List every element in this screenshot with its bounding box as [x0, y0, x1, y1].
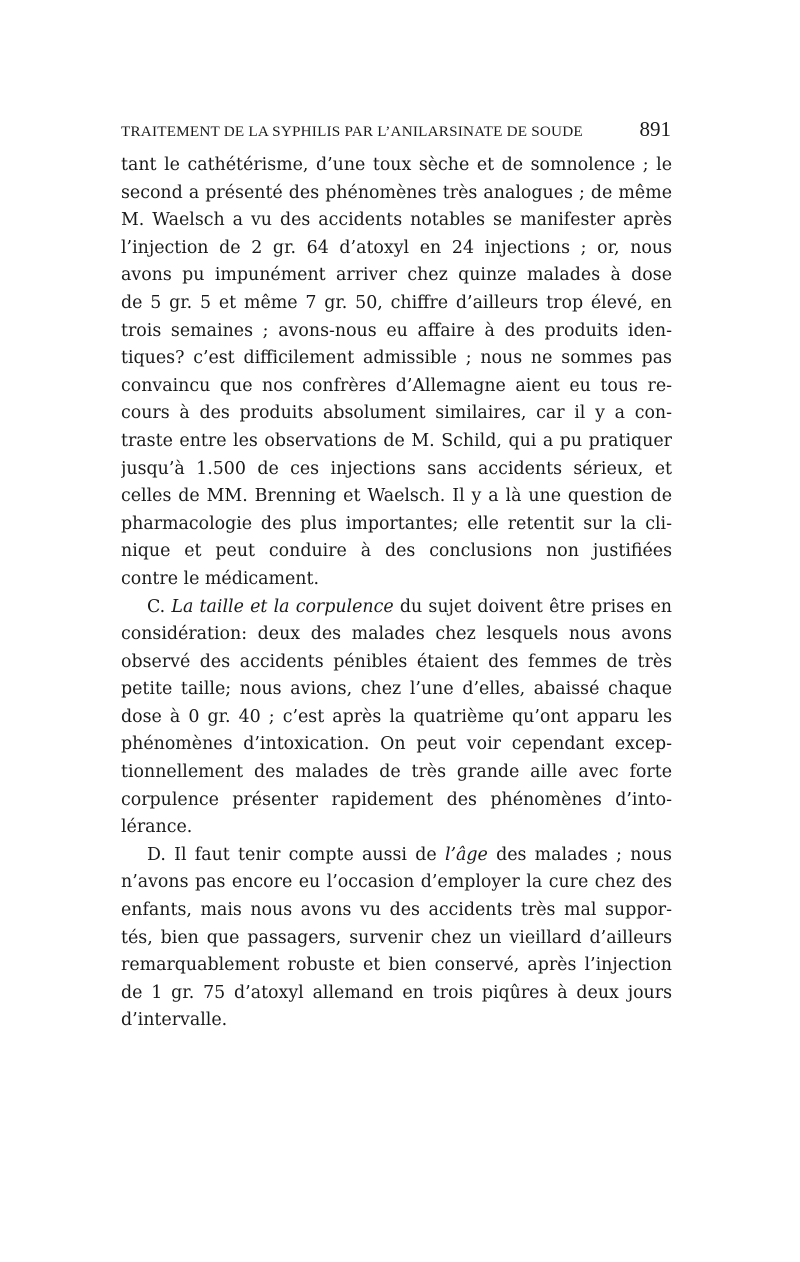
paragraph-c-first-line — [121, 594, 672, 622]
text-line: observé des accidents pénibles étaient des femmes de très — [121, 651, 672, 672]
text-line: tés, bien que passagers, survenir chez un vieillard d’ailleurs — [121, 927, 672, 948]
text-line: M. Waelsch a vu des accidents notables se manifester après — [121, 210, 672, 231]
text-line: convaincu que nos confrères d’Allemagne aient eu tous re- — [121, 375, 672, 396]
paragraph-d-italic-term: l’âge — [444, 844, 488, 865]
paragraph-d-first-rest: des malades ; nous — [487, 844, 672, 865]
text-line: d’intervalle. — [121, 1010, 228, 1031]
text-line: l’injection de 2 gr. 64 d’atoxyl en 24 injections ; or, nous — [121, 237, 672, 258]
paragraph-c-first-rest: du sujet doivent être prises en — [393, 596, 672, 617]
text-line: tiques? c’est difficilement admissible ; nous ne sommes pas — [121, 348, 672, 369]
text-line: phénomènes d’intoxication. On peut voir cependant excep- — [121, 734, 672, 755]
text-line: tionnellement des malades de très grande aille avec forte — [121, 762, 672, 783]
page-number: 891 — [639, 117, 671, 141]
text-line: de 1 gr. 75 d’atoxyl allemand en trois piqûres à deux jours — [121, 982, 672, 1003]
text-line: dose à 0 gr. 40 ; c’est après la quatrième qu’ont apparu les — [121, 706, 672, 727]
paragraph-d-first-line — [121, 842, 672, 870]
text-line: contre le médicament. — [121, 568, 319, 589]
text-line: enfants, mais nous avons vu des accidents très mal suppor- — [121, 900, 672, 921]
text-line: nique et peut conduire à des conclusions non justifiées — [121, 541, 672, 562]
text-line: second a présenté des phénomènes très analogues ; de même — [121, 182, 672, 203]
text-line: petite taille; nous avions, chez l’une d’elles, abaissé chaque — [121, 679, 672, 700]
text-line: lérance. — [121, 817, 193, 838]
paragraph-c-italic-term: La taille et la corpulence — [171, 596, 394, 617]
paragraph-d-lead: D. Il faut tenir compte aussi de — [147, 844, 445, 865]
body-text — [121, 152, 672, 1035]
text-line: n’avons pas encore eu l’occasion d’employer la cure chez des — [121, 872, 672, 893]
text-line: pharmacologie des plus importantes; elle retentit sur la cli- — [121, 513, 672, 534]
text-line: tant le cathétérisme, d’une toux sèche et de somnolence ; le — [121, 155, 672, 175]
text-line: considération: deux des malades chez lesquels nous avons — [121, 624, 672, 645]
running-title: TRAITEMENT DE LA SYPHILIS PAR L’ANILARSINATE DE SOUDE — [121, 123, 583, 140]
paragraph-c-lead: C. — [147, 596, 172, 617]
text-line: celles de MM. Brenning et Waelsch. Il y a là une question de — [121, 486, 672, 507]
text-line: trois semaines ; avons-nous eu affaire à des produits iden- — [121, 320, 672, 341]
text-line: traste entre les observations de M. Schild, qui a pu pratiquer — [121, 430, 672, 451]
text-line: jusqu’à 1.500 de ces injections sans accidents sérieux, et — [121, 458, 672, 479]
text-line: remarquablement robuste et bien conservé, après l’injection — [121, 955, 672, 976]
text-line: avons pu impunément arriver chez quinze malades à dose — [121, 265, 672, 286]
running-head — [121, 117, 671, 143]
text-line: cours à des produits absolument similaires, car il y a con- — [121, 403, 672, 424]
text-line: de 5 gr. 5 et même 7 gr. 50, chiffre d’ailleurs trop élevé, en — [121, 292, 672, 313]
text-line: corpulence présenter rapidement des phénomènes d’into- — [121, 789, 672, 810]
